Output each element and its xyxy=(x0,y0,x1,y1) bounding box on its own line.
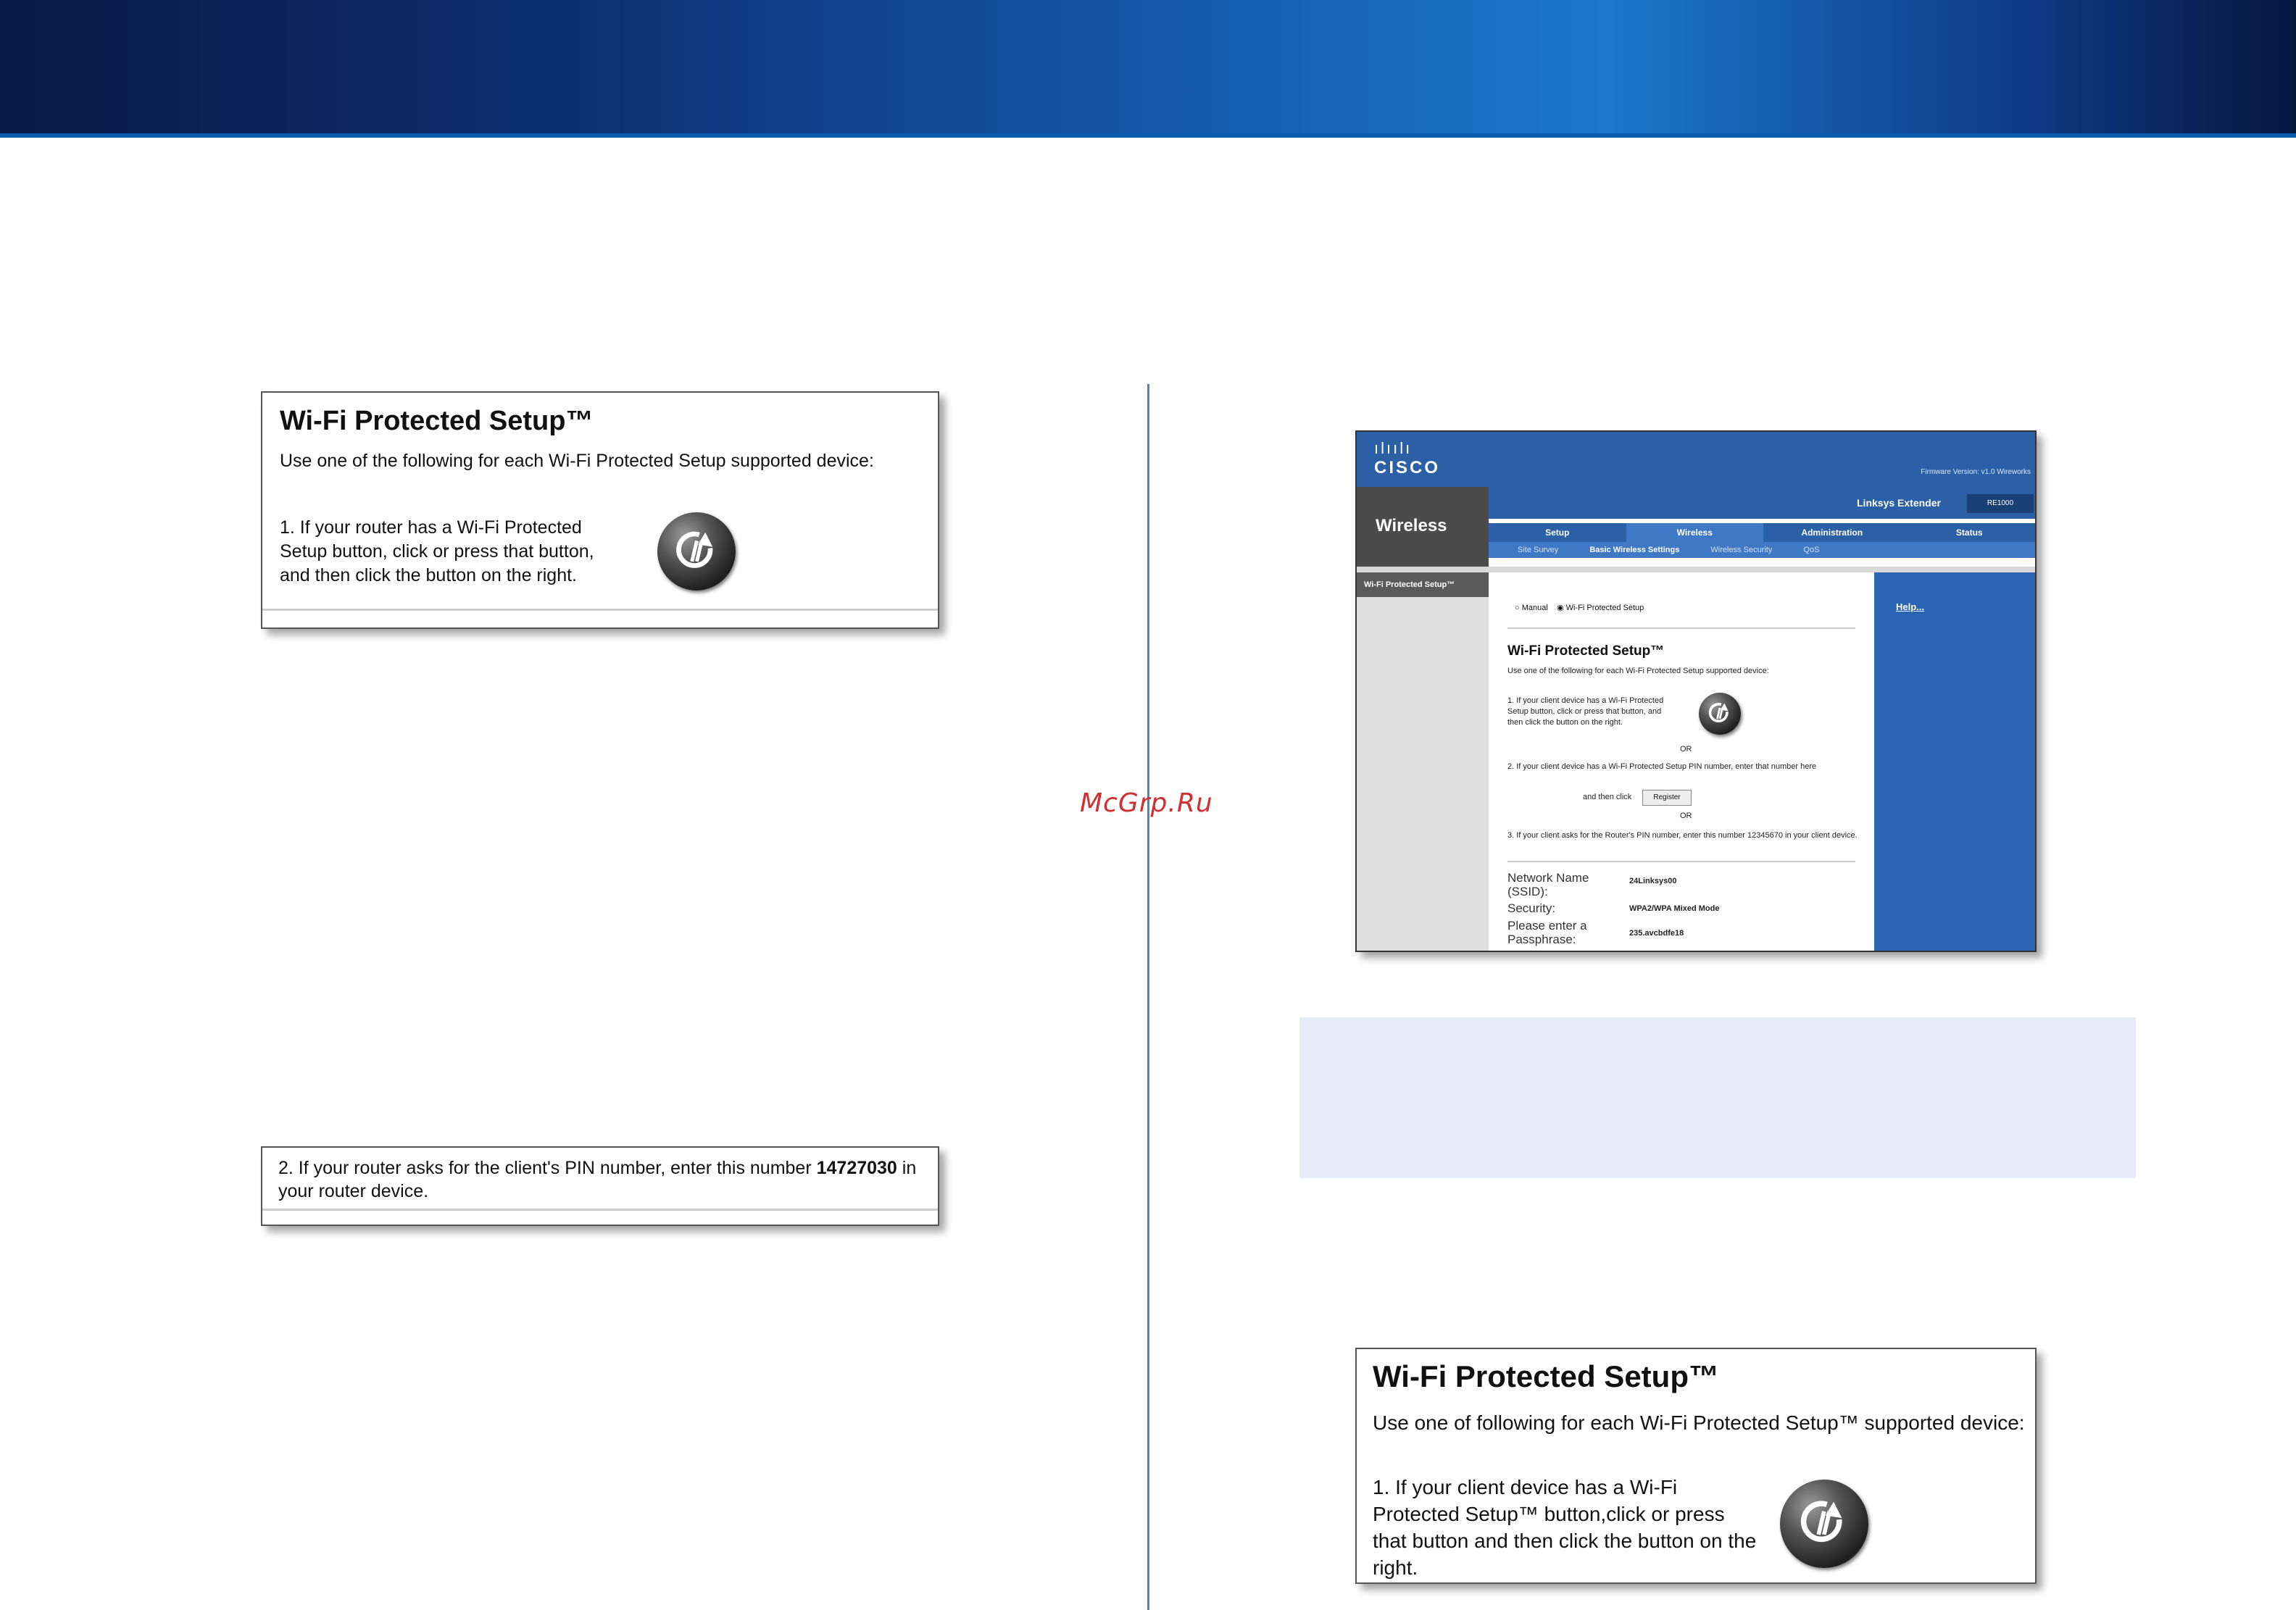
divider xyxy=(1507,861,1855,862)
router-admin-screenshot xyxy=(1355,430,2037,952)
step-2-text xyxy=(278,1156,923,1203)
wps-button-icon[interactable] xyxy=(657,512,736,591)
content-subtitle: Use one of the following for each Wi-Fi Protected Setup supported device: xyxy=(1507,667,1769,675)
sub-tabs xyxy=(1489,542,2037,558)
field-value-ssid: 24Linksys00 xyxy=(1629,877,1677,885)
firmware-version: Firmware Version: v1.0 Wireworks xyxy=(1921,468,2031,476)
step-1-text: 1. If your router has a Wi-Fi Protected Setup button, click or press that button, and then click the button on the right. xyxy=(280,517,594,585)
field-label-ssid: Network Name (SSID): xyxy=(1507,871,1589,898)
field-label-passphrase: Please enter a Passphrase: xyxy=(1507,919,1587,946)
panel-subtitle: Use one of following for each Wi-Fi Protected Setup™ supported device: xyxy=(1373,1411,2025,1434)
router-header xyxy=(1357,432,2035,487)
radio-wps-label: Wi-Fi Protected Setup xyxy=(1565,604,1644,612)
step-2-tail: in your router device. xyxy=(278,1158,917,1201)
subtab-wireless-security[interactable]: Wireless Security xyxy=(1710,546,1773,554)
radio-manual-label: Manual xyxy=(1521,604,1548,612)
field-value-security: WPA2/WPA Mixed Mode xyxy=(1629,904,1720,913)
help-link[interactable]: Help... xyxy=(1896,601,1925,612)
main-tabs xyxy=(1489,523,2037,542)
radio-manual[interactable]: ○ Manual xyxy=(1515,604,1548,612)
step-1-text: 1. If your client device has a Wi-Fi Protected Setup button, click or press that button, and then click the button on the right. xyxy=(1507,696,1664,727)
panel-title: Wi-Fi Protected Setup™ xyxy=(280,406,594,436)
panel-bottom-rule xyxy=(262,609,938,611)
wps-button-icon[interactable] xyxy=(1780,1480,1868,1568)
panel-subtitle: Use one of the following for each Wi-Fi Protected Setup supported device: xyxy=(280,451,874,471)
nav-separator xyxy=(1357,567,2035,572)
watermark: McGrp.Ru xyxy=(1080,788,1213,818)
wps-button-icon[interactable] xyxy=(1699,693,1741,735)
radio-wps[interactable]: ◉ Wi-Fi Protected Setup xyxy=(1557,604,1644,612)
sidebar xyxy=(1357,572,1489,952)
step-2-tail: and then click xyxy=(1583,793,1632,801)
tab-setup[interactable]: Setup xyxy=(1545,527,1570,538)
sidebar-label: Wi-Fi Protected Setup™ xyxy=(1357,572,1489,597)
or-separator: OR xyxy=(1680,812,1692,820)
model-badge: RE1000 xyxy=(1967,494,2034,513)
product-name: Linksys Extender xyxy=(1857,497,1941,509)
panel-title: Wi-Fi Protected Setup™ xyxy=(1373,1359,1719,1393)
step-1-text: 1. If your client device has a Wi-Fi Protected Setup™ button,click or press that button and then click the button on the right. xyxy=(1373,1476,1757,1579)
field-label-security: Security: xyxy=(1507,901,1556,915)
section-title: Wireless xyxy=(1376,516,1447,535)
wps-panel-router-button xyxy=(261,391,939,629)
tab-status[interactable]: Status xyxy=(1955,527,1983,538)
cisco-bars: ılıılı xyxy=(1374,439,1413,457)
subtab-qos[interactable]: QoS xyxy=(1803,546,1820,554)
subtab-basic-wireless[interactable]: Basic Wireless Settings xyxy=(1589,546,1680,554)
step-2-text: 2. If your client device has a Wi-Fi Protected Setup PIN number, enter that number here xyxy=(1507,762,1817,771)
divider xyxy=(1507,627,1855,629)
nav-top xyxy=(1489,487,2037,519)
field-value-passphrase: 235.avcbdfe18 xyxy=(1629,929,1684,938)
pin-number: 14727030 xyxy=(816,1158,897,1178)
note-box xyxy=(1299,1017,2136,1178)
step-3-text: 3. If your client asks for the Router's PIN number, enter this number 12345670 in your client device. xyxy=(1507,831,1858,840)
cisco-wordmark: CISCO xyxy=(1374,458,1441,477)
wps-panel-pin xyxy=(261,1146,939,1226)
content-title: Wi-Fi Protected Setup™ xyxy=(1507,643,1665,659)
cisco-logo xyxy=(1374,439,1440,478)
register-button[interactable]: Register xyxy=(1642,790,1692,806)
panel-bottom-rule xyxy=(262,1209,938,1211)
step-2-lead: 2. If your router asks for the client's PIN number, enter this number xyxy=(278,1158,817,1178)
column-divider xyxy=(1147,384,1149,1610)
header-banner xyxy=(0,0,2296,138)
tab-administration[interactable]: Administration xyxy=(1801,527,1863,538)
or-separator: OR xyxy=(1680,745,1692,754)
help-panel xyxy=(1874,572,2037,952)
content-area xyxy=(1489,572,1874,952)
wps-panel-client-button xyxy=(1355,1348,2037,1584)
tab-wireless[interactable]: Wireless xyxy=(1626,523,1764,542)
subtab-site-survey[interactable]: Site Survey xyxy=(1518,546,1559,554)
mode-radios xyxy=(1515,603,1644,612)
